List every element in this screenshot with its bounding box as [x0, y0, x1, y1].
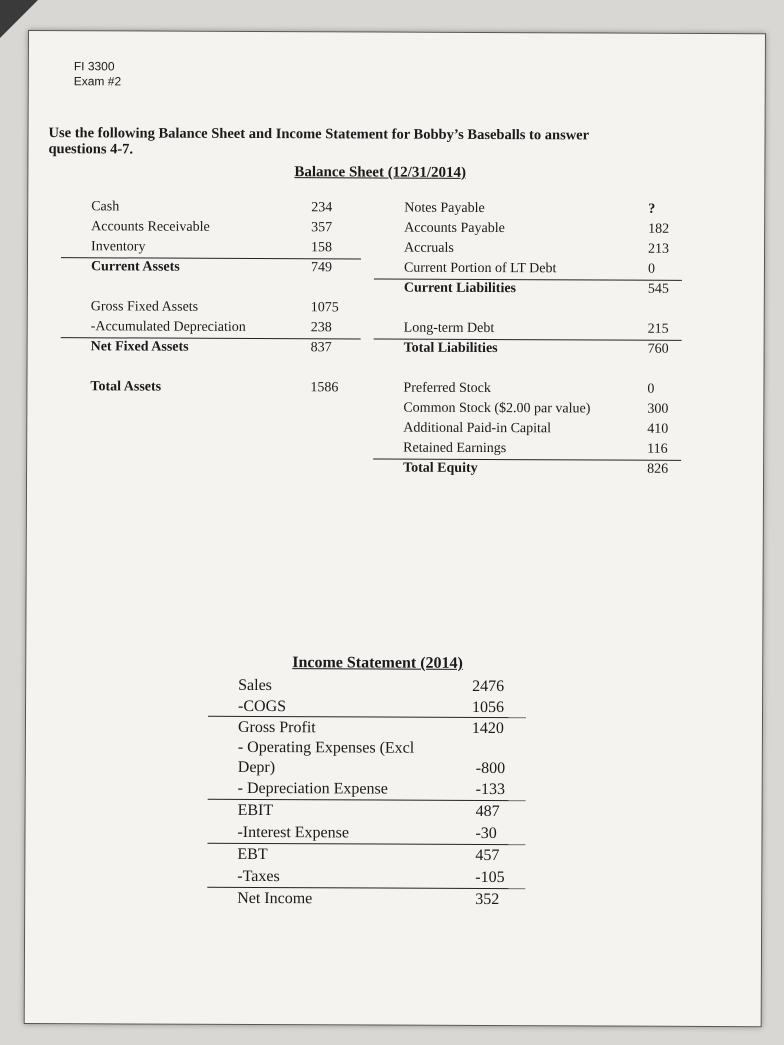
inc-value-taxes: -105 — [475, 868, 505, 887]
liab-label-total-liabilities: Total Liabilities — [403, 340, 498, 357]
equity-value-apic: 410 — [647, 421, 669, 437]
liab-value-notes-payable: ? — [648, 201, 656, 217]
equity-value-preferred: 0 — [647, 381, 655, 397]
asset-value-inventory: 158 — [311, 240, 333, 256]
net-income-rule — [207, 887, 525, 889]
ebit-rule — [208, 799, 526, 801]
asset-value-gross-fixed: 1075 — [310, 300, 339, 316]
balance-sheet-title: Balance Sheet (12/31/2014) — [294, 164, 467, 181]
inc-label-gross-profit: Gross Profit — [237, 718, 316, 737]
inc-label-ebit: EBIT — [237, 801, 274, 820]
course-code: FI 3300 — [73, 59, 115, 74]
inc-value-ebit: 487 — [475, 802, 500, 821]
equity-label-apic: Additional Paid-in Capital — [403, 420, 552, 437]
asset-value-ar: 357 — [311, 220, 333, 236]
equity-value-total: 826 — [647, 461, 669, 477]
liab-value-accruals: 213 — [648, 241, 670, 257]
asset-label-cash: Cash — [91, 199, 120, 215]
inc-value-sales: 2476 — [472, 677, 505, 696]
liab-label-long-term-debt: Long-term Debt — [403, 320, 495, 337]
asset-label-total-assets: Total Assets — [90, 379, 162, 395]
inc-value-cogs: 1056 — [472, 698, 505, 717]
asset-value-total-assets: 1586 — [310, 380, 339, 396]
liab-value-total-liabilities: 760 — [647, 341, 669, 357]
asset-label-current-assets: Current Assets — [90, 259, 180, 275]
inc-value-interest: -30 — [475, 824, 497, 843]
equity-label-preferred: Preferred Stock — [403, 380, 491, 397]
asset-label-inventory: Inventory — [91, 239, 146, 255]
asset-value-accum-depr: 238 — [310, 320, 332, 336]
liab-label-current-liabilities: Current Liabilities — [403, 280, 517, 297]
asset-value-current-assets: 749 — [310, 260, 332, 276]
asset-label-ar: Accounts Receivable — [91, 219, 210, 235]
equity-value-common: 300 — [647, 401, 669, 417]
liab-label-accruals: Accruals — [404, 240, 454, 256]
liab-label-notes-payable: Notes Payable — [404, 200, 485, 216]
instruction-text: Use the following Balance Sheet and Income Statement for Bobby’s Baseballs to answer questions 4-7. — [48, 125, 589, 158]
inc-value-gross-profit: 1420 — [471, 719, 504, 738]
liab-value-current-ltd: 0 — [647, 261, 655, 277]
liab-label-current-ltd: Current Portion of LT Debt — [403, 260, 557, 277]
inc-label-depreciation: - Depreciation Expense — [237, 779, 388, 798]
inc-label-sales: Sales — [238, 676, 272, 695]
liab-value-long-term-debt: 215 — [647, 321, 669, 337]
income-statement-title: Income Statement (2014) — [292, 654, 463, 672]
inc-label-opex-cont: Depr) — [237, 758, 276, 777]
liab-value-accounts-payable: 182 — [648, 221, 670, 237]
inc-value-opex: -800 — [475, 759, 506, 778]
inc-label-net-income: Net Income — [237, 889, 313, 908]
inc-value-depreciation: -133 — [475, 780, 506, 799]
asset-label-net-fixed: Net Fixed Assets — [90, 339, 189, 355]
inc-label-opex: - Operating Expenses (Excl — [237, 738, 415, 757]
ebt-rule — [207, 843, 525, 845]
asset-label-gross-fixed: Gross Fixed Assets — [90, 299, 199, 315]
inc-value-net-income: 352 — [475, 890, 500, 909]
inc-label-interest: -Interest Expense — [237, 823, 350, 842]
equity-label-total: Total Equity — [403, 460, 478, 476]
equity-label-retained: Retained Earnings — [403, 440, 507, 457]
gross-profit-rule — [208, 716, 526, 718]
inc-label-taxes: -Taxes — [237, 867, 280, 886]
inc-label-ebt: EBT — [237, 845, 268, 864]
asset-value-net-fixed: 837 — [310, 340, 332, 356]
equity-label-common: Common Stock ($2.00 par value) — [403, 400, 591, 417]
liab-value-current-liabilities: 545 — [647, 281, 669, 297]
asset-value-cash: 234 — [311, 200, 333, 216]
liab-label-accounts-payable: Accounts Payable — [404, 220, 505, 237]
asset-label-accum-depr: -Accumulated Depreciation — [90, 319, 246, 335]
exam-label: Exam #2 — [73, 74, 122, 89]
inc-value-ebt: 457 — [475, 846, 500, 865]
exam-page — [24, 30, 766, 1027]
equity-value-retained: 116 — [647, 441, 668, 457]
inc-label-cogs: -COGS — [238, 697, 287, 716]
